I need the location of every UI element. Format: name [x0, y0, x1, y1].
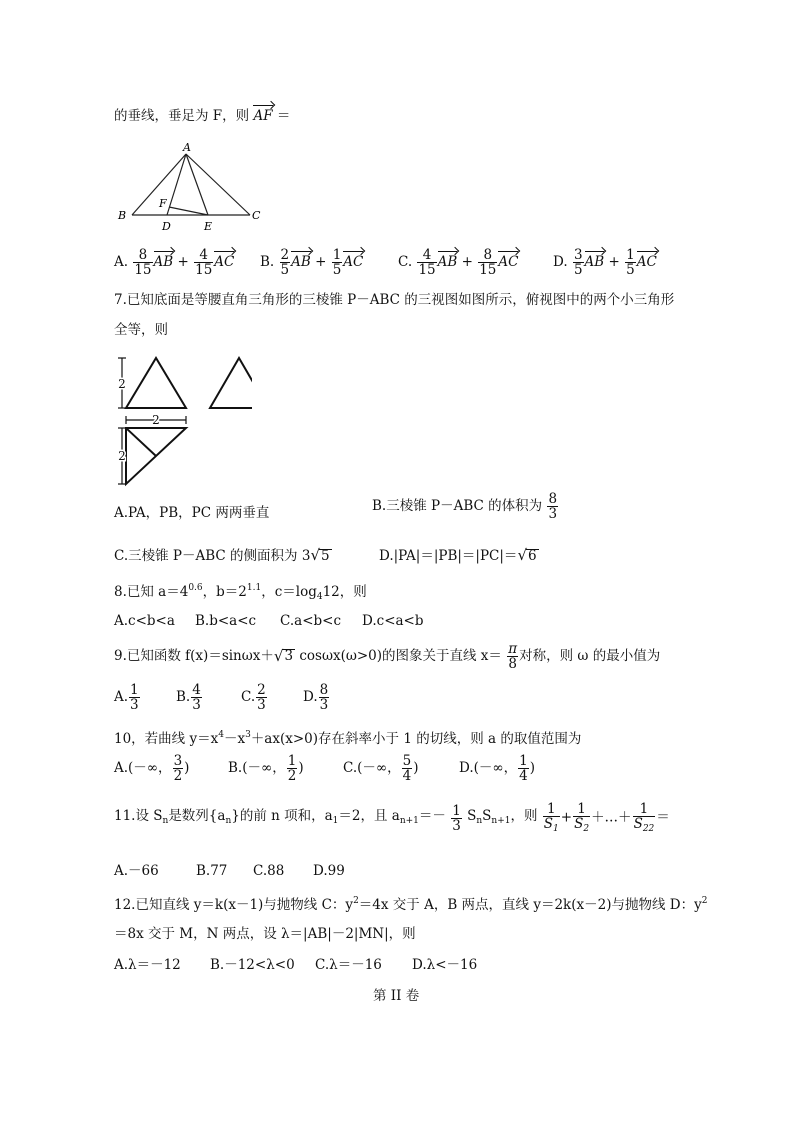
fig6-label-e: E: [204, 220, 213, 233]
q12-line1: 12.已知直线 y＝k(x－1)与抛物线 C：$y^2=4x$ 交于 A，B 两点，直线 y＝2k(x－2)与抛物线 D：$y^2$: [114, 896, 708, 913]
dim-depth-label: 2: [118, 449, 126, 463]
q11-option-d: D.99: [313, 863, 345, 879]
fig6-label-f: F: [159, 197, 167, 210]
q8-option-b: B.b<a<c: [195, 613, 257, 629]
q9-option-a: A. $\frac{1}{3}$: [114, 682, 139, 714]
q11-option-c: C.88: [253, 863, 285, 879]
q7-three-views-figure: [112, 350, 252, 490]
fig6-label-b: B: [118, 209, 127, 222]
q10-option-c: C.(－∞， $\frac{5}{4}$ ): [343, 753, 419, 785]
q6-triangle-figure: [110, 140, 270, 235]
q12-option-b: B.－12<λ<0: [210, 957, 295, 973]
q12-option-a: A.λ＝－12: [114, 957, 181, 973]
q7-option-b: B.三棱锥 P－ABC 的体积为 $\frac{8}{3}$: [372, 491, 558, 523]
q8-option-c: C.a<b<c: [280, 613, 342, 629]
q8-stem: 8.已知 $a=4^{0.6}$，$b=2^{1.1}$，$c=\log_412$，则: [114, 583, 367, 602]
q9-stem: 9.已知函数 f(x)＝sinωx＋√3 cosωx(ω>0)的图象关于直线 x＝ $\frac{\pi}{8}$ 对称，则 ω 的最小值为: [114, 641, 661, 673]
q6-option-c: C. $\frac{4}{15}$ AB + $\frac{8}{15}$ AC: [398, 247, 519, 279]
q9-option-b: B. $\frac{4}{3}$: [176, 682, 201, 714]
q6-option-b: B. $\frac{2}{5}$ AB + $\frac{1}{5}$ AC: [260, 247, 364, 279]
q6-equals: ＝: [276, 108, 291, 124]
q10-option-a: A.(－∞， $\frac{3}{2}$ ): [114, 753, 190, 785]
q12-option-c: C.λ＝－16: [315, 957, 382, 973]
q11-option-a: A.－66: [114, 863, 159, 879]
q7-line1: 7.已知底面是等腰直角三角形的三棱锥 P－ABC 的三视图如图所示，俯视图中的两个小三角形: [114, 292, 675, 308]
q7-option-a: A.PA，PB，PC 两两垂直: [114, 505, 270, 521]
q6-tail: 的垂线，垂足为 F，则: [114, 108, 250, 124]
q8-option-a: A.c<b<a: [114, 613, 175, 629]
dim-height-label: 2: [118, 377, 126, 391]
q6-option-a: A. $\frac{8}{15}$ AB + $\frac{4}{15}$ AC: [114, 247, 235, 279]
q11-option-b: B.77: [196, 863, 228, 879]
q10-stem: 10，若曲线 $y=x^4-x^3+ax(x>0)$存在斜率小于 1 的切线，则 a 的取值范围为: [114, 730, 582, 747]
q7-option-c: C.三棱锥 P－ABC 的侧面积为 3√5: [114, 546, 330, 564]
q12-option-d: D.λ<－16: [412, 957, 478, 973]
dim-width-label: 2: [152, 413, 160, 427]
q7-option-d: D.|PA|＝|PB|＝|PC|＝√6: [379, 546, 537, 564]
fig6-label-c: C: [252, 209, 261, 222]
q6-vector-af: AF: [253, 108, 273, 124]
q9-option-c: C. $\frac{2}{3}$: [241, 682, 266, 714]
q6-option-d: D. $\frac{3}{5}$ AB + $\frac{1}{5}$ AC: [553, 247, 657, 279]
q10-option-d: D.(－∞， $\frac{1}{4}$ ): [459, 753, 536, 785]
fig6-label-a: A: [183, 141, 191, 154]
q7-line2: 全等，则: [114, 322, 168, 338]
q12-line2: ＝8x 交于 M，N 两点，设 λ＝|AB|－2|MN|，则: [114, 926, 416, 942]
q8-option-d: D.c<a<b: [362, 613, 424, 629]
q6-text-line: [114, 110, 290, 124]
section-heading: 第 II 卷: [373, 988, 420, 1004]
q11-stem: 11.设 $S_n$是数列$\{a_n\}$的前 n 项和，$a_1=2$，且 $a_{n+1}=-$ $\frac{1}{3}$ $S_nS_{n+1}$，则 $\frac{1}{S_1}$ + $\frac{1}{S_2}$ ＋…＋ $\frac{1}{S_{22}}$ ＝: [114, 801, 670, 835]
fig6-label-d: D: [162, 220, 171, 233]
q10-option-b: B.(－∞， $\frac{1}{2}$ ): [228, 753, 304, 785]
q9-option-d: D. $\frac{8}{3}$: [303, 682, 329, 714]
